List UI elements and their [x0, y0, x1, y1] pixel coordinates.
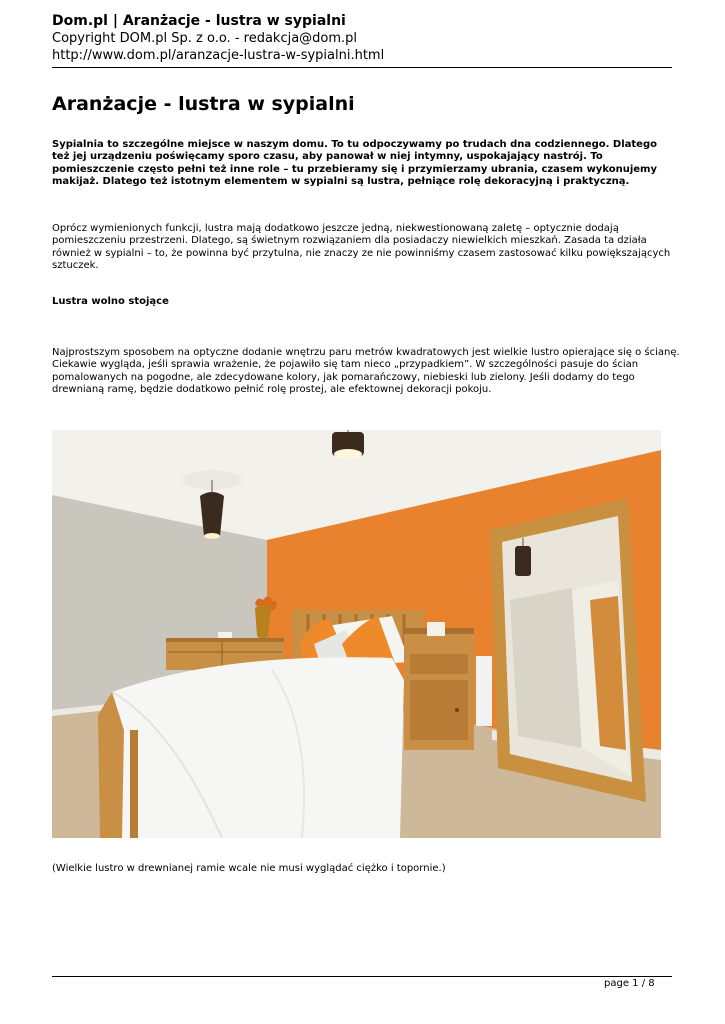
header-divider [52, 67, 672, 68]
footer-divider [52, 976, 672, 977]
article-paragraph-2: Najprostszym sposobem na optyczne dodanie wnętrzu paru metrów kwadratowych jest wielkie lustro opierające się o ścianę. Ciekawie wygląda, jeśli sprawia wrażenie, że pojawiło się tam nieco „przypadkiem”. W szczególności pasuje do ścian pomalowanych na pogodne, ale zdecydowane kolory, jak pomarańczowy, niebieski lub zielony. Jeśli dodamy do tego drewnianą ramę, będzie dodatkowo pełnić rolę prostej, ale efektownej dekoracji pokoju. [52, 347, 680, 396]
bedroom-photo [52, 430, 661, 838]
page-number: page 1 / 8 [604, 978, 655, 989]
site-title: Dom.pl | Aranżacje - lustra w sypialni [52, 13, 346, 29]
section-heading: Lustra wolno stojące [52, 296, 169, 307]
pendant-lamp-2 [200, 492, 224, 539]
article-title: Aranżacje - lustra w sypialni [52, 93, 355, 115]
copyright-line: Copyright DOM.pl Sp. z o.o. - redakcja@dom.pl [52, 31, 358, 46]
image-caption: (Wielkie lustro w drewnianej ramie wcale nie musi wyglądać ciężko i topornie.) [52, 863, 446, 874]
article-paragraph-1: Oprócz wymienionych funkcji, lustra mają dodatkowo jeszcze jedną, niekwestionowaną zaletę – optycznie dodają pomieszczeniu przestrzeni. Dlatego, są świetnym rozwiązaniem dla posiadaczy niewielkich mieszkań. Zasada ta działa również w sypialni – to, że powinna być przytulna, nie znaczy ze nie powinniśmy czasem zastosować kilku powiększających sztuczek. [52, 223, 671, 272]
source-url[interactable]: http://www.dom.pl/aranzacje-lustra-w-sypialni.html [52, 48, 385, 63]
article-lead: Sypialnia to szczególne miejsce w naszym domu. To tu odpoczywamy po trudach dna codziennego. Dlatego też jej urządzeniu poświęcamy sporo czasu, aby panował w niej intymny, uspokajający nastrój. To pomieszczenie często pełni też inne role – tu przebieramy się i przymierzamy ubrania, czasem wykonujemy makijaż. Dlatego też istotnym elementem w sypialni są lustra, pełniące rolę dekoracyjną i praktyczną. [52, 139, 657, 188]
page-header [52, 13, 672, 64]
bed [112, 657, 404, 838]
floor-mirror [490, 498, 646, 802]
